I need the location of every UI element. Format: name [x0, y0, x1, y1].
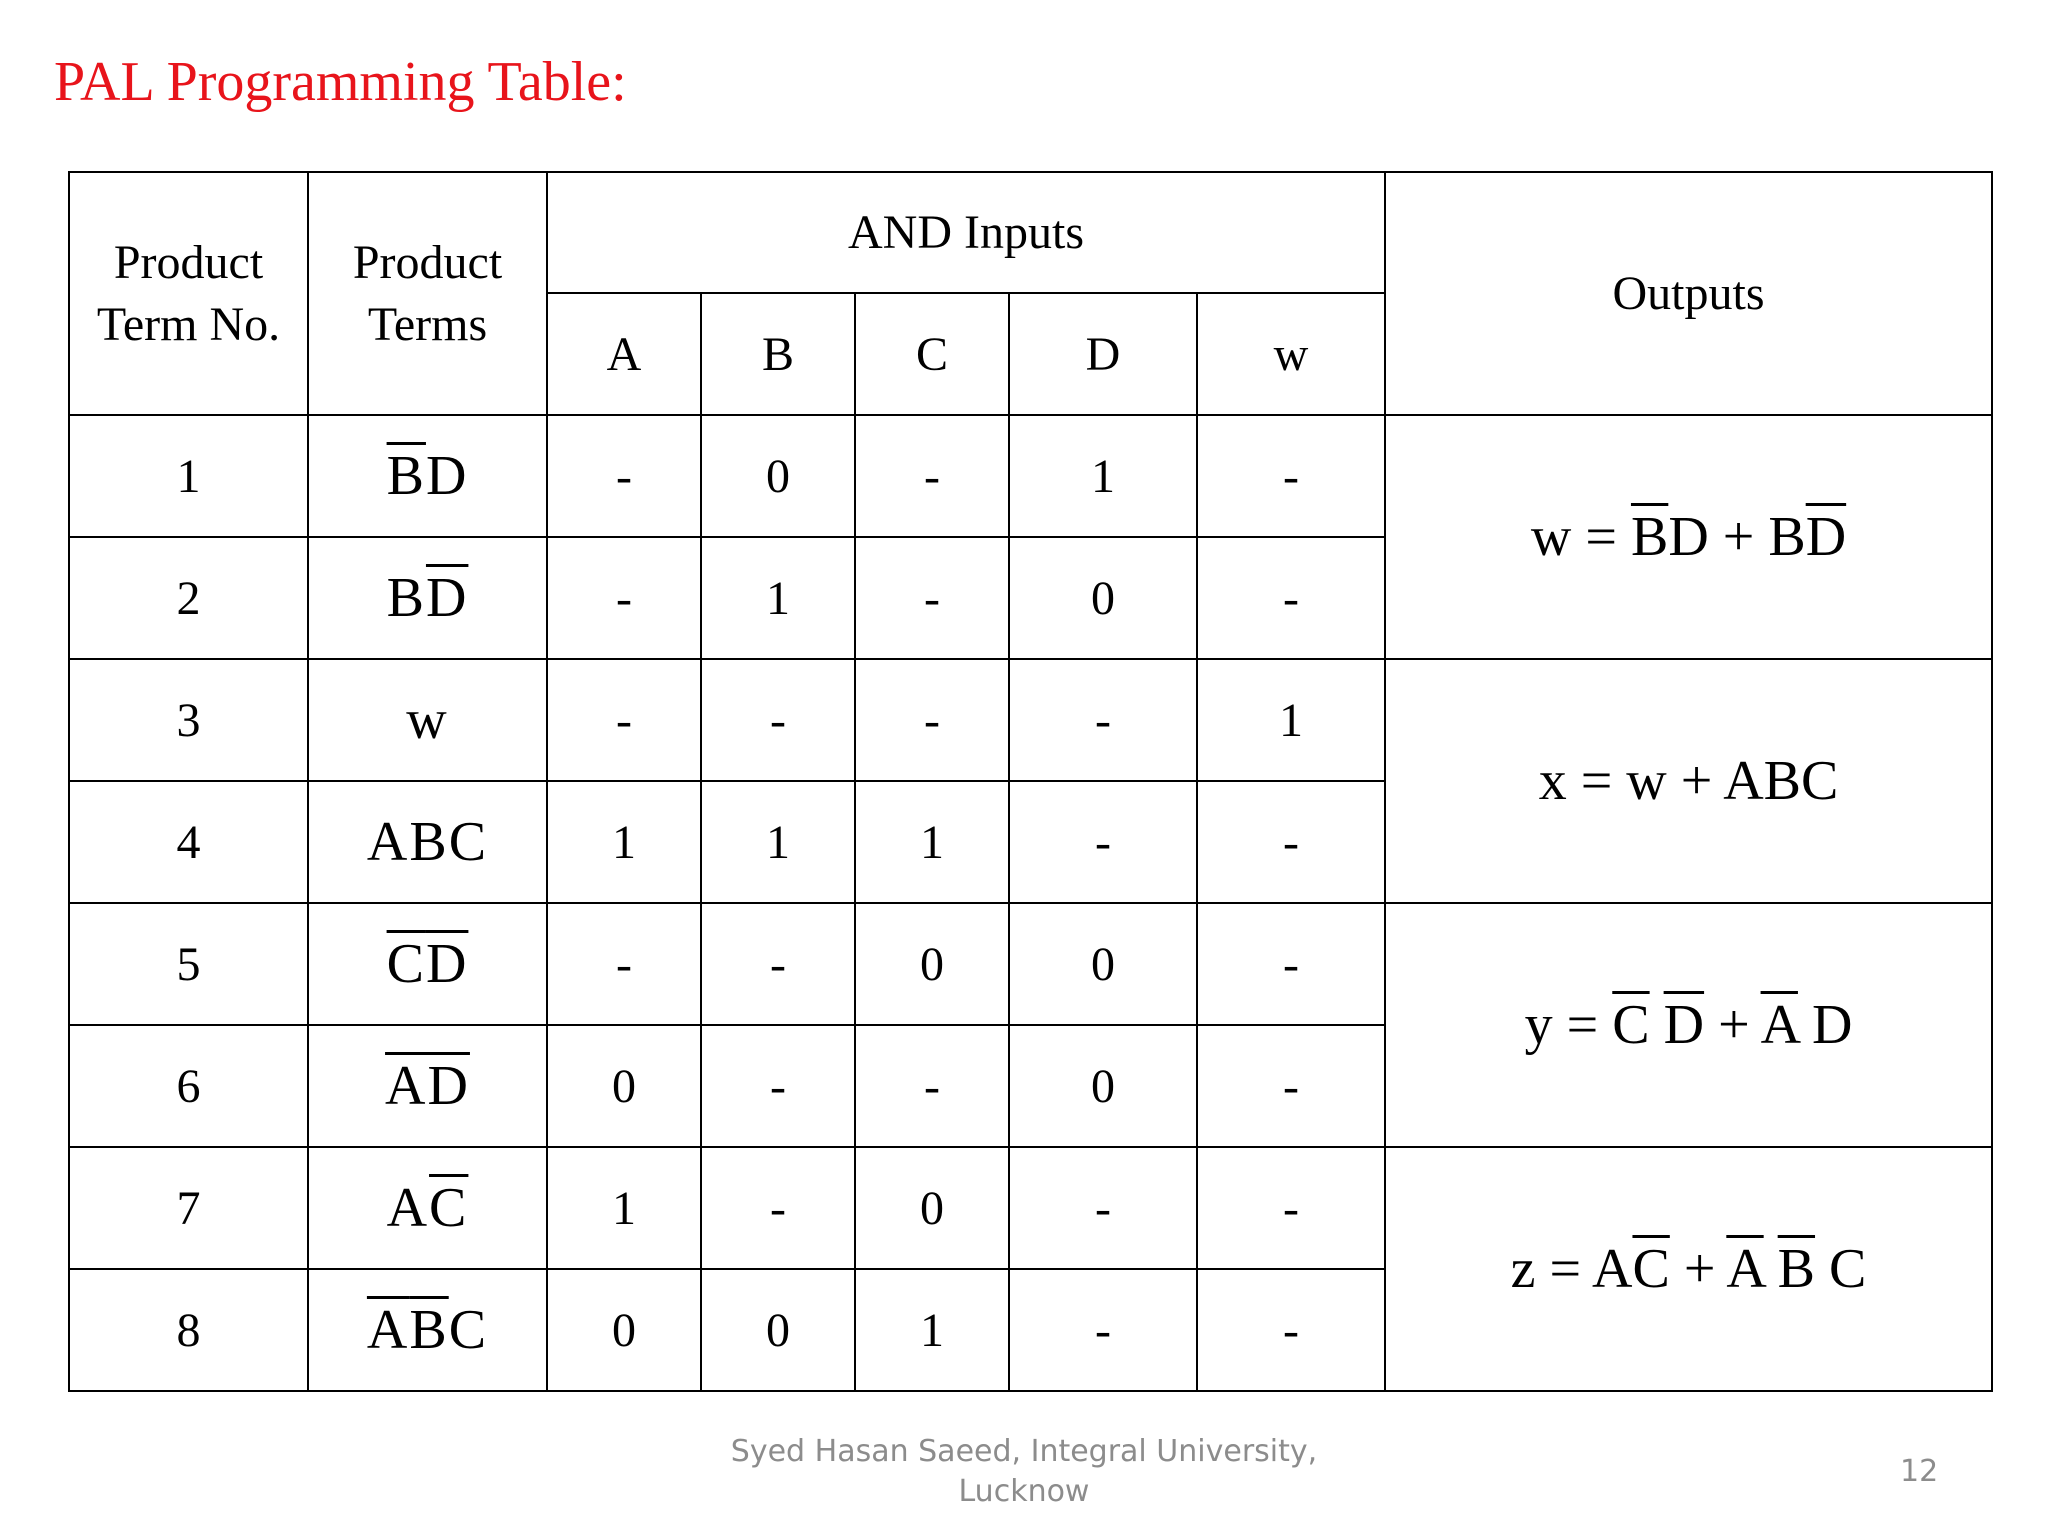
output-equation [1525, 994, 1853, 1056]
complemented-variable: $\overline{C}$ [1612, 994, 1650, 1056]
and-input-d: - [1009, 1269, 1197, 1391]
product-term-expression [387, 1177, 469, 1239]
table-row [69, 903, 1992, 1025]
product-term [308, 903, 547, 1025]
term-text: y = [1524, 994, 1613, 1056]
complemented-variable: $\overline{D}$ [427, 1055, 470, 1117]
and-input-w: - [1197, 1025, 1385, 1147]
footer-credit: Syed Hasan Saeed, Integral University, Lucknow [730, 1434, 1318, 1509]
and-input-c: - [855, 659, 1009, 781]
and-input-w: 1 [1197, 659, 1385, 781]
term-text: D [425, 445, 469, 507]
and-input-a: - [547, 537, 701, 659]
term-text: C [448, 1299, 489, 1361]
output-equation-cell [1385, 415, 1992, 659]
and-input-a: - [547, 903, 701, 1025]
product-term-expression [387, 445, 469, 507]
complemented-variable: $\overline{B}$ [386, 445, 426, 507]
and-input-d: 0 [1009, 1025, 1197, 1147]
header-product-terms: Product Terms [308, 172, 547, 415]
product-term-number: 5 [69, 903, 308, 1025]
product-term [308, 1269, 547, 1391]
and-input-c: - [855, 537, 1009, 659]
and-input-b: 0 [701, 1269, 855, 1391]
and-input-b: 0 [701, 415, 855, 537]
complemented-variable: $\overline{D}$ [425, 567, 469, 629]
product-term-expression [387, 567, 469, 629]
term-text: ABC [366, 811, 489, 873]
product-term [308, 537, 547, 659]
term-text: + [1669, 1238, 1727, 1300]
header-input-a: A [547, 293, 701, 415]
product-term-expression [367, 1299, 488, 1361]
and-input-c: 1 [855, 781, 1009, 903]
complemented-variable: $\overline{A}$ [1726, 1238, 1764, 1300]
header-input-c: C [855, 293, 1009, 415]
table-row [69, 659, 1992, 781]
and-input-b: - [701, 903, 855, 1025]
header-product-term-no: Product Term No. [69, 172, 308, 415]
complemented-variable: $\overline{B}$ [1630, 506, 1669, 568]
table-row [69, 415, 1992, 537]
and-input-c: 0 [855, 903, 1009, 1025]
pal-programming-table [68, 171, 1993, 1392]
product-term-expression [367, 811, 488, 873]
and-input-a: 0 [547, 1025, 701, 1147]
product-term-number: 1 [69, 415, 308, 537]
and-input-a: - [547, 659, 701, 781]
and-input-b: - [701, 659, 855, 781]
and-input-w: - [1197, 903, 1385, 1025]
term-text: D + B [1668, 506, 1806, 568]
output-equation [1531, 506, 1846, 568]
product-term [308, 415, 547, 537]
header-and-inputs: AND Inputs [547, 172, 1385, 293]
product-term-number: 2 [69, 537, 308, 659]
output-equation [1539, 750, 1839, 812]
and-input-d: - [1009, 781, 1197, 903]
term-text: w = [1530, 506, 1631, 568]
and-input-d: - [1009, 1147, 1197, 1269]
and-input-d: 1 [1009, 415, 1197, 537]
complemented-variable: $\overline{C}$ [386, 933, 426, 995]
and-input-w: - [1197, 1269, 1385, 1391]
product-term-number: 4 [69, 781, 308, 903]
product-term [308, 659, 547, 781]
and-input-c: 1 [855, 1269, 1009, 1391]
term-text [1764, 1238, 1778, 1300]
and-input-c: - [855, 1025, 1009, 1147]
output-equation [1511, 1238, 1867, 1300]
complemented-variable: $\overline{B}$ [1777, 1238, 1816, 1300]
table-row [69, 1147, 1992, 1269]
page-number: 12 [1900, 1454, 1939, 1489]
header-outputs: Outputs [1385, 172, 1992, 415]
complemented-variable: $\overline{D}$ [425, 933, 469, 995]
term-text: z = A [1510, 1238, 1633, 1300]
output-equation-cell [1385, 659, 1992, 903]
output-equation-cell [1385, 1147, 1992, 1391]
and-input-b: 1 [701, 537, 855, 659]
and-input-c: 0 [855, 1147, 1009, 1269]
complemented-variable: $\overline{A}$ [1760, 994, 1798, 1056]
and-input-b: - [701, 1147, 855, 1269]
and-input-w: - [1197, 415, 1385, 537]
and-input-a: 1 [547, 781, 701, 903]
term-text: D [1797, 994, 1853, 1056]
complemented-variable: $\overline{D}$ [1805, 506, 1847, 568]
complemented-variable: $\overline{C}$ [429, 1177, 469, 1239]
and-input-c: - [855, 415, 1009, 537]
complemented-variable: $\overline{C}$ [1632, 1238, 1670, 1300]
and-input-w: - [1197, 1147, 1385, 1269]
header-row-1 [69, 172, 1992, 293]
complemented-variable: $\overline{A}$ [385, 1055, 428, 1117]
product-term [308, 781, 547, 903]
header-input-b: B [701, 293, 855, 415]
and-input-a: 0 [547, 1269, 701, 1391]
term-text: + [1704, 994, 1761, 1056]
term-text: x = w + ABC [1538, 750, 1839, 812]
term-text: B [386, 567, 426, 629]
product-term-expression [385, 1055, 470, 1117]
complemented-variable: $\overline{D}$ [1663, 994, 1705, 1056]
complemented-variable: $\overline{B}$ [409, 1299, 449, 1361]
term-text: w [406, 689, 449, 751]
and-input-d: 0 [1009, 537, 1197, 659]
term-text [1650, 994, 1664, 1056]
term-text: C [1815, 1238, 1867, 1300]
product-term-number: 6 [69, 1025, 308, 1147]
product-term-expression [406, 689, 448, 751]
term-text: A [386, 1177, 430, 1239]
product-term-number: 8 [69, 1269, 308, 1391]
output-equation-cell [1385, 903, 1992, 1147]
product-term-expression [387, 933, 469, 995]
product-term [308, 1025, 547, 1147]
and-input-a: 1 [547, 1147, 701, 1269]
and-input-a: - [547, 415, 701, 537]
slide-title: PAL Programming Table: [54, 51, 627, 113]
and-input-d: 0 [1009, 903, 1197, 1025]
product-term-number: 7 [69, 1147, 308, 1269]
and-input-w: - [1197, 537, 1385, 659]
and-input-b: 1 [701, 781, 855, 903]
product-term [308, 1147, 547, 1269]
and-input-d: - [1009, 659, 1197, 781]
and-input-b: - [701, 1025, 855, 1147]
and-input-w: - [1197, 781, 1385, 903]
header-input-w: w [1197, 293, 1385, 415]
product-term-number: 3 [69, 659, 308, 781]
header-input-d: D [1009, 293, 1197, 415]
complemented-variable: $\overline{A}$ [366, 1299, 410, 1361]
